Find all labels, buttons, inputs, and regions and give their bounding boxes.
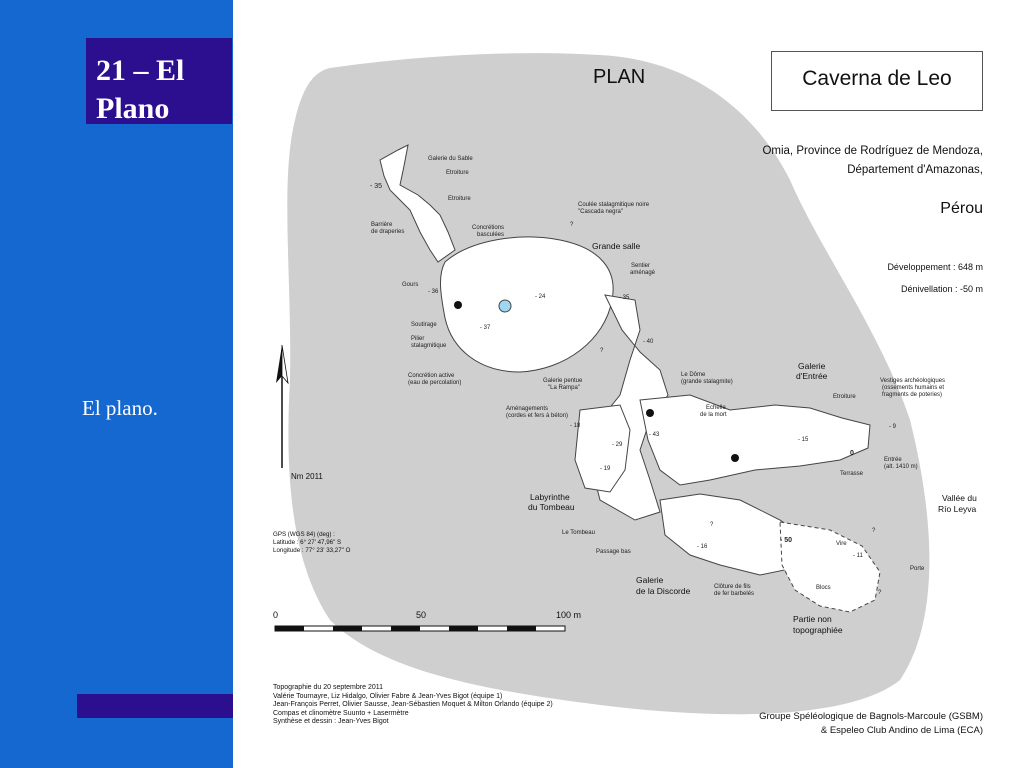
scale-mid: 50	[416, 610, 427, 620]
label-le-dome-1: Le Dôme	[681, 372, 706, 378]
label-echelle-2: de la mort	[700, 412, 727, 418]
unknown-mark-4: ?	[878, 590, 882, 596]
label-porte: Porte	[910, 566, 925, 572]
label-sentier-2: aménagé	[630, 270, 656, 276]
label-vire: Vire	[836, 541, 847, 547]
gps-latitude: Latitude : 6° 27' 47,96" S	[273, 539, 342, 546]
label-le-dome-2: (grande stalagmite)	[681, 379, 733, 385]
label-vestiges-2: (ossements humains et	[882, 385, 945, 391]
depth-50: - 50	[780, 537, 793, 544]
label-vallee-1: Vallée du	[942, 493, 977, 503]
location-line2: Département d'Amazonas,	[847, 164, 983, 176]
north-label: Nm 2011	[291, 472, 323, 481]
scale-zero: 0	[273, 610, 279, 620]
label-concretion-active-1: Concrétion active	[408, 373, 455, 379]
development-length: Développement : 648 m	[887, 262, 983, 272]
label-vestiges-3: fragments de poteries)	[882, 392, 943, 398]
credit-line: Compas et clinomètre Suunto + Lasermètre	[273, 709, 409, 717]
label-etroiture-1: Etroiture	[446, 170, 469, 176]
depth-16: - 16	[697, 544, 708, 550]
label-concretions-2: basculées	[477, 232, 505, 238]
label-entree-2: (alt. 1410 m)	[884, 464, 918, 470]
label-galerie-entree-1: Galerie	[798, 361, 826, 371]
credit-line: Synthèse et dessin : Jean-Yves Bigot	[273, 718, 389, 726]
group-line: Groupe Spéléologique de Bagnols-Marcoule (GSBM)	[759, 711, 983, 722]
plan-label: PLAN	[593, 66, 646, 88]
denivellation: Dénivellation : -50 m	[900, 284, 983, 294]
label-pilier-1: Pilier	[411, 336, 425, 342]
depth-43: - 43	[649, 432, 660, 438]
label-labyrinthe-1: Labyrinthe	[530, 492, 570, 502]
survey-groups	[759, 710, 983, 738]
label-blocs: Blocs	[816, 585, 831, 591]
label-echelle-1: Echelle	[706, 405, 726, 411]
depth-9: - 9	[889, 424, 897, 430]
scale-bar	[275, 626, 565, 631]
credit-line: Valérie Tournayre, Liz Hidalgo, Olivier Fabre & Jean-Yves Bigot (équipe 1)	[273, 692, 503, 700]
gps-longitude: Longitude : 77° 23' 33,27" O	[273, 547, 351, 554]
label-grande-salle: Grande salle	[592, 241, 641, 251]
label-discorde-1: Galerie	[636, 575, 664, 585]
depth-35-top: - 35	[370, 183, 383, 190]
label-galerie-pentue-1: Galerie pentue	[543, 378, 583, 384]
label-cloture-2: de fer barbelés	[714, 591, 755, 597]
survey-credits	[273, 684, 553, 727]
label-barriere-2: de draperies	[371, 229, 405, 235]
pillar-marker	[499, 300, 511, 312]
group-line: & Espeleo Club Andino de Lima (ECA)	[820, 725, 983, 736]
label-barriere-1: Barrière	[371, 222, 393, 228]
label-labyrinthe-2: du Tombeau	[528, 502, 575, 512]
label-entree-1: Entrée	[884, 457, 902, 463]
unknown-mark-1: ?	[570, 222, 574, 228]
label-galerie-sable: Galerie du Sable	[428, 156, 473, 162]
label-galerie-entree-2: d'Entrée	[796, 371, 828, 381]
location-line1: Omia, Province de Rodríguez de Mendoza,	[762, 145, 983, 157]
credit-line: Topographie du 20 septembre 2011	[273, 684, 384, 691]
label-concretion-active-2: (eau de percolation)	[408, 380, 462, 386]
label-coulee-2: "Cascada negra"	[578, 209, 623, 215]
depth-40: - 40	[643, 339, 654, 345]
unknown-mark-5: ?	[710, 522, 714, 528]
slide-title-line2: Plano	[96, 92, 170, 125]
label-vestiges-1: Vestiges archéologiques	[880, 378, 946, 384]
label-le-tombeau: Le Tombeau	[562, 530, 595, 536]
gps-title: GPS (WGS 84) (deg) :	[273, 531, 335, 538]
depth-0: 0	[850, 450, 854, 457]
depth-29: - 29	[612, 442, 623, 448]
cave-name: Caverna de Leo	[802, 67, 952, 90]
label-concretions-1: Concrétions	[472, 225, 505, 231]
scale-end: 100 m	[556, 610, 582, 620]
soutirage-marker	[454, 301, 462, 309]
label-etroiture-3: Etroiture	[833, 394, 856, 400]
stalagmite-marker	[731, 454, 739, 462]
depth-37: - 37	[480, 325, 491, 331]
depth-24: - 24	[535, 294, 546, 300]
north-arrow	[276, 345, 288, 468]
label-terrasse: Terrasse	[840, 471, 864, 477]
label-coulee-1: Coulée stalagmitique noire	[578, 202, 650, 208]
slide-subtitle: El plano.	[82, 396, 158, 420]
label-partie-1: Partie non	[793, 614, 832, 624]
label-galerie-pentue-2: "La Rampa"	[548, 385, 580, 391]
label-pilier-2: stalagmitique	[411, 343, 447, 349]
depth-18: - 18	[570, 423, 581, 429]
depth-19: - 19	[600, 466, 611, 472]
unknown-mark-3: ?	[872, 528, 876, 534]
label-amenagements-1: Aménagements	[506, 406, 549, 412]
depth-15: - 15	[798, 437, 809, 443]
credit-line: Jean-François Perret, Olivier Sausse, Jean-Sébastien Moquet & Milton Orlando (équipe 2)	[273, 701, 553, 709]
label-passage-bas: Passage bas	[596, 549, 631, 555]
label-etroiture-2: Etroiture	[448, 196, 471, 202]
label-discorde-2: de la Discorde	[636, 586, 691, 596]
country: Pérou	[940, 200, 983, 217]
gps-block	[273, 531, 350, 555]
cave-name-box	[771, 51, 983, 111]
label-partie-2: topographiée	[793, 625, 843, 635]
label-sentier-1: Sentier	[631, 263, 651, 269]
depth-11: - 11	[853, 553, 863, 559]
label-soutirage: Soutirage	[411, 322, 437, 328]
slide-title-line1: 21 – El	[96, 54, 185, 87]
label-amenagements-2: (cordes et fers à béton)	[506, 413, 569, 419]
label-cloture-1: Clôture de fils	[714, 584, 751, 590]
depth-35-salle: - 35	[619, 295, 630, 301]
dome-marker	[646, 409, 654, 417]
label-gours: Gours	[402, 282, 419, 288]
depth-36: - 36	[428, 289, 439, 295]
label-vallee-2: Río Leyva	[938, 504, 977, 514]
unknown-mark-2: ?	[600, 348, 604, 354]
